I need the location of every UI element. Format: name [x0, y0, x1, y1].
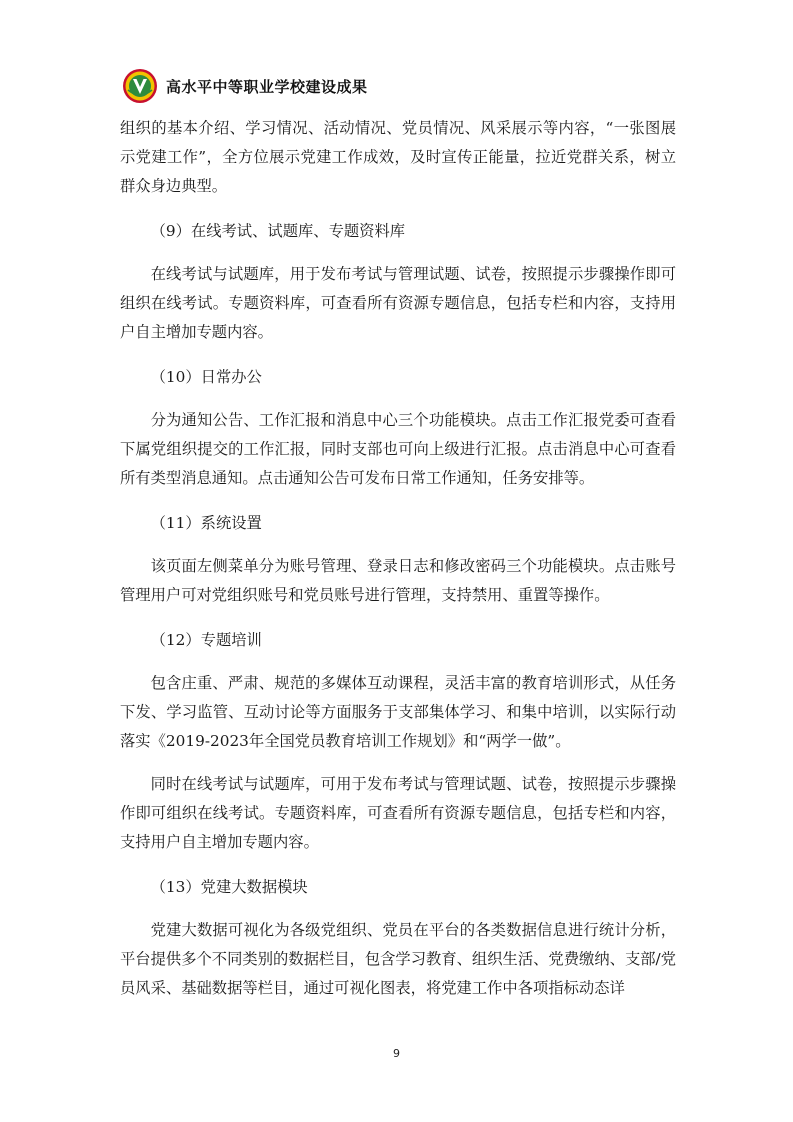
section-heading-10: （10）日常办公 [150, 368, 262, 386]
paragraph-special-training: 包含庄重、严肃、规范的多媒体互动课程，灵活丰富的教育培训形式，从任务下发、学习监管、互动讨论等方面服务于支部集体学习、和集中培训，以实际行动落实《2019-2023年全国党员教育培训工作规划》和“两学一做”。 [120, 674, 676, 750]
page-header [122, 66, 682, 106]
section-heading-11: （11）系统设置 [150, 514, 262, 532]
school-logo-icon [122, 68, 158, 104]
document-body [120, 114, 676, 1003]
paragraph-continued: 组织的基本介绍、学习情况、活动情况、党员情况、风采展示等内容，“一张图展示党建工作”，全方位展示党建工作成效，及时宣传正能量，拉近党群关系，树立群众身边典型。 [120, 119, 676, 195]
section-heading-12: （12）专题培训 [150, 631, 262, 649]
section-heading-13: （13）党建大数据模块 [150, 878, 308, 896]
paragraph-training-exam: 同时在线考试与试题库，可用于发布考试与管理试题、试卷，按照提示步骤操作即可组织在线考试。专题资料库，可查看所有资源专题信息，包括专栏和内容，支持用户自主增加专题内容。 [120, 775, 676, 851]
paragraph-online-exam: 在线考试与试题库，用于发布考试与管理试题、试卷，按照提示步骤操作即可组织在线考试。专题资料库，可查看所有资源专题信息，包括专栏和内容，支持用户自主增加专题内容。 [120, 265, 676, 341]
paragraph-system-settings: 该页面左侧菜单分为账号管理、登录日志和修改密码三个功能模块。点击账号管理用户可对党组织账号和党员账号进行管理，支持禁用、重置等操作。 [120, 557, 676, 604]
paragraph-big-data: 党建大数据可视化为各级党组织、党员在平台的各类数据信息进行统计分析，平台提供多个不同类别的数据栏目，包含学习教育、组织生活、党费缴纳、支部/党员风采、基础数据等栏目，通过可视化图表，将党建工作中各项指标动态详 [120, 921, 676, 997]
paragraph-daily-office: 分为通知公告、工作汇报和消息中心三个功能模块。点击工作汇报党委可查看下属党组织提交的工作汇报，同时支部也可向上级进行汇报。点击消息中心可查看所有类型消息通知。点击通知公告可发布日常工作通知，任务安排等。 [120, 411, 676, 487]
section-heading-9: （9）在线考试、试题库、专题资料库 [150, 222, 406, 240]
header-title: 高水平中等职业学校建设成果 [166, 77, 368, 96]
page-number: 9 [393, 1047, 400, 1060]
